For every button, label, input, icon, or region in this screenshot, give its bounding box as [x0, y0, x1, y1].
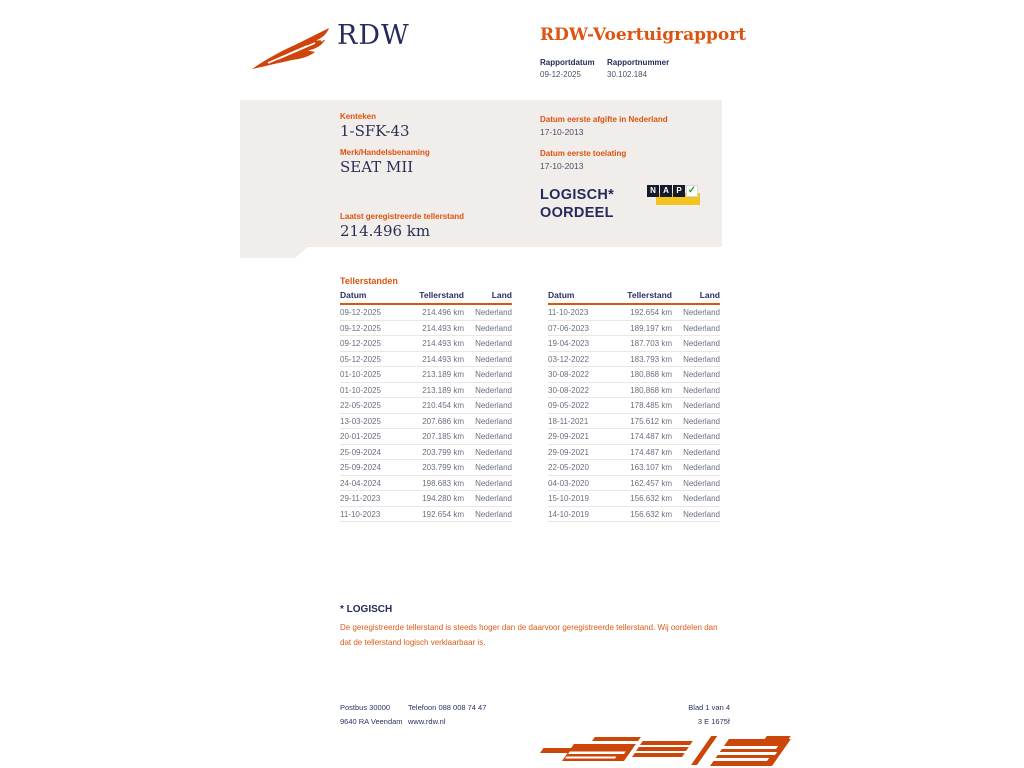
cell-tellerstand: 203.799 km [402, 444, 464, 460]
tellerstand-value: 214.496 km [340, 222, 431, 240]
cell-datum: 13-03-2025 [340, 413, 402, 429]
cell-tellerstand: 203.799 km [402, 460, 464, 476]
toelating-label: Datum eerste toelating [540, 149, 627, 158]
cell-tellerstand: 156.632 km [610, 491, 672, 507]
nap-checkmark-icon: ✓ [687, 185, 697, 196]
table-row [548, 475, 720, 491]
table-row [340, 320, 512, 336]
table-row [548, 351, 720, 367]
footer-page-info [630, 701, 730, 729]
toelating-value: 17-10-2013 [540, 161, 584, 171]
cell-land: Nederland [464, 398, 512, 414]
cell-land: Nederland [672, 413, 720, 429]
cell-tellerstand: 214.493 km [402, 320, 464, 336]
column-header-tellerstand: Tellerstand [402, 290, 464, 304]
cell-land: Nederland [464, 351, 512, 367]
cell-datum: 22-05-2020 [548, 460, 610, 476]
footnote-line1: De geregistreerde tellerstand is steeds hoger dan de daarvoor geregistreerde tellerstand. Wij oordelen dan [340, 623, 718, 632]
cell-datum: 29-11-2023 [340, 491, 402, 507]
table-row [340, 398, 512, 414]
nap-letter-p: P [673, 185, 685, 197]
report-date-label: Rapportdatum [540, 58, 595, 67]
cell-land: Nederland [672, 304, 720, 320]
table-row [340, 367, 512, 383]
table-row [548, 460, 720, 476]
cell-tellerstand: 207.185 km [402, 429, 464, 445]
footer-phone: Telefoon 088 008 74 47 [408, 703, 487, 712]
cell-datum: 07-06-2023 [548, 320, 610, 336]
cell-datum: 30-08-2022 [548, 367, 610, 383]
afgifte-label: Datum eerste afgifte in Nederland [540, 115, 668, 124]
odometer-table-right [548, 290, 720, 522]
cell-land: Nederland [464, 367, 512, 383]
cell-land: Nederland [464, 444, 512, 460]
cell-datum: 09-12-2025 [340, 320, 402, 336]
column-header-land: Land [672, 290, 720, 304]
footer-form-code: 3 E 1675f [697, 717, 730, 726]
table-row [340, 506, 512, 522]
cell-land: Nederland [464, 506, 512, 522]
table-row [340, 336, 512, 352]
table-row [340, 475, 512, 491]
cell-tellerstand: 162.457 km [610, 475, 672, 491]
kenteken-label: Kenteken [340, 112, 377, 121]
kenteken-value: 1-SFK-43 [340, 122, 410, 140]
cell-tellerstand: 213.189 km [402, 382, 464, 398]
footer-website[interactable]: www.rdw.nl [408, 717, 446, 726]
report-number-value: 30.102.184 [607, 70, 648, 79]
cell-datum: 25-09-2024 [340, 460, 402, 476]
footer-postbus: Postbus 30000 [340, 703, 391, 712]
cell-tellerstand: 189.197 km [610, 320, 672, 336]
merk-label: Merk/Handelsbenaming [340, 148, 430, 157]
table-row [340, 444, 512, 460]
cell-datum: 09-12-2025 [340, 304, 402, 320]
cell-datum: 19-04-2023 [548, 336, 610, 352]
footnote-title: * LOGISCH [340, 604, 393, 615]
table-row [548, 506, 720, 522]
cell-land: Nederland [464, 382, 512, 398]
cell-datum: 25-09-2024 [340, 444, 402, 460]
cell-tellerstand: 214.493 km [402, 336, 464, 352]
nap-logo [647, 185, 703, 209]
cell-datum: 20-01-2025 [340, 429, 402, 445]
cell-datum: 11-10-2023 [340, 506, 402, 522]
cell-land: Nederland [672, 320, 720, 336]
cell-datum: 01-10-2025 [340, 367, 402, 383]
cell-tellerstand: 156.632 km [610, 506, 672, 522]
rdw-wing-logo-icon [250, 24, 334, 70]
cell-tellerstand: 183.793 km [610, 351, 672, 367]
cell-land: Nederland [672, 460, 720, 476]
column-header-land: Land [464, 290, 512, 304]
cell-tellerstand: 180.868 km [610, 382, 672, 398]
cell-land: Nederland [464, 320, 512, 336]
nap-letter-a: A [660, 185, 672, 197]
report-number-label: Rapportnummer [607, 58, 670, 67]
cell-tellerstand: 213.189 km [402, 367, 464, 383]
cell-land: Nederland [464, 429, 512, 445]
cell-land: Nederland [464, 475, 512, 491]
footer-page-number: Blad 1 van 4 [688, 703, 730, 712]
column-header-tellerstand: Tellerstand [610, 290, 672, 304]
cell-datum: 04-03-2020 [548, 475, 610, 491]
cell-tellerstand: 187.703 km [610, 336, 672, 352]
footer-address [340, 701, 403, 729]
rdw-stripe-graphic [528, 734, 794, 768]
cell-tellerstand: 207.686 km [402, 413, 464, 429]
table-row [548, 382, 720, 398]
cell-tellerstand: 175.612 km [610, 413, 672, 429]
tellerstanden-section-title: Tellerstanden [340, 276, 398, 286]
table-row [548, 444, 720, 460]
cell-datum: 29-09-2021 [548, 429, 610, 445]
oordeel-line2: OORDEEL [540, 205, 614, 221]
table-row [548, 429, 720, 445]
cell-datum: 15-10-2019 [548, 491, 610, 507]
cell-land: Nederland [464, 460, 512, 476]
table-row [548, 336, 720, 352]
table-row [548, 367, 720, 383]
cell-datum: 01-10-2025 [340, 382, 402, 398]
report-date-value: 09-12-2025 [540, 70, 581, 79]
cell-datum: 09-12-2025 [340, 336, 402, 352]
cell-land: Nederland [672, 336, 720, 352]
document-title: RDW-Voertuigrapport [540, 25, 747, 45]
table-row [340, 491, 512, 507]
table-header-row [548, 290, 720, 304]
table-row [548, 413, 720, 429]
cell-datum: 05-12-2025 [340, 351, 402, 367]
footer-contact [408, 701, 486, 729]
cell-land: Nederland [672, 475, 720, 491]
tellerstand-label: Laatst geregistreerde tellerstand [340, 212, 465, 221]
cell-datum: 03-12-2022 [548, 351, 610, 367]
table-row [548, 320, 720, 336]
cell-datum: 11-10-2023 [548, 304, 610, 320]
rdw-logo-text: RDW [337, 20, 410, 51]
cell-tellerstand: 163.107 km [610, 460, 672, 476]
table-row [548, 398, 720, 414]
cell-datum: 14-10-2019 [548, 506, 610, 522]
cell-datum: 29-09-2021 [548, 444, 610, 460]
table-header-row [340, 290, 512, 304]
merk-value: SEAT MII [340, 158, 414, 176]
cell-tellerstand: 198.683 km [402, 475, 464, 491]
table-row [340, 304, 512, 320]
cell-land: Nederland [464, 413, 512, 429]
cell-tellerstand: 210.454 km [402, 398, 464, 414]
cell-land: Nederland [464, 304, 512, 320]
table-row [340, 413, 512, 429]
afgifte-value: 17-10-2013 [540, 127, 584, 137]
cell-land: Nederland [672, 429, 720, 445]
cell-tellerstand: 192.654 km [610, 304, 672, 320]
cell-tellerstand: 180.868 km [610, 367, 672, 383]
table-row [548, 304, 720, 320]
cell-tellerstand: 178.485 km [610, 398, 672, 414]
footer-city: 9640 RA Veendam [340, 717, 403, 726]
nap-letter-n: N [647, 185, 659, 197]
footnote-body [340, 620, 735, 650]
table-row [340, 460, 512, 476]
cell-land: Nederland [672, 367, 720, 383]
cell-datum: 22-05-2025 [340, 398, 402, 414]
footnote-line2: dat de tellerstand logisch verklaarbaar is. [340, 638, 486, 647]
cell-land: Nederland [672, 382, 720, 398]
cell-datum: 30-08-2022 [548, 382, 610, 398]
cell-datum: 09-05-2022 [548, 398, 610, 414]
cell-land: Nederland [672, 398, 720, 414]
cell-tellerstand: 174.487 km [610, 444, 672, 460]
column-header-datum: Datum [548, 290, 610, 304]
cell-land: Nederland [672, 444, 720, 460]
odometer-table-left [340, 290, 512, 522]
cell-land: Nederland [464, 491, 512, 507]
cell-datum: 18-11-2021 [548, 413, 610, 429]
cell-tellerstand: 194.280 km [402, 491, 464, 507]
cell-tellerstand: 174.487 km [610, 429, 672, 445]
cell-land: Nederland [672, 506, 720, 522]
cell-tellerstand: 192.654 km [402, 506, 464, 522]
table-row [340, 429, 512, 445]
table-row [340, 351, 512, 367]
cell-land: Nederland [464, 336, 512, 352]
cell-datum: 24-04-2024 [340, 475, 402, 491]
cell-land: Nederland [672, 491, 720, 507]
table-row [548, 491, 720, 507]
cell-land: Nederland [672, 351, 720, 367]
column-header-datum: Datum [340, 290, 402, 304]
table-row [340, 382, 512, 398]
panel-corner-tab [240, 247, 308, 258]
cell-tellerstand: 214.496 km [402, 304, 464, 320]
cell-tellerstand: 214.493 km [402, 351, 464, 367]
oordeel-line1: LOGISCH* [540, 187, 615, 203]
oordeel-text [540, 186, 614, 222]
